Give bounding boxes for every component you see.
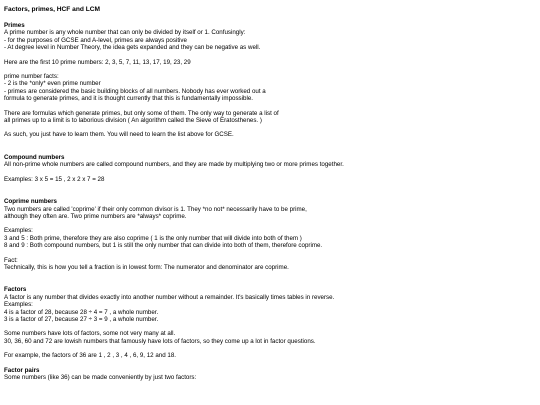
primes-fact-line: - primes are considered the basic building blocks of all numbers. Nobody has ever worked out a [4, 87, 266, 95]
factor-pairs-heading: Factor pairs [4, 366, 40, 374]
factors-text-line: 3 is a factor of 27, because 27 ÷ 3 = 9 , a whole number. [4, 315, 159, 323]
factors-text-line: A factor is any number that divides exactly into another number without a remainder. It's basically times tables in reverse. [4, 293, 335, 301]
factors-lots-line: 30, 36, 60 and 72 are lowish numbers that famously have lots of factors, so they come up a lot in factor questions. [4, 337, 316, 345]
factors-text-line: Examples: [4, 301, 33, 309]
section-coprime [4, 198, 540, 271]
primes-heading: Primes [4, 22, 25, 29]
coprime-example-line: 3 and 5 : Both prime, therefore they are also coprime ( 1 is the only number that will divide into both of them ) [4, 234, 302, 242]
section-compound [4, 154, 540, 183]
primes-fact-line: formula to generate primes, and it is thought currently that this is fundamentally impossible. [4, 95, 253, 103]
coprime-heading: Coprime numbers [4, 198, 57, 206]
primes-fact-line: - 2 is the *only* even prime number [4, 80, 101, 88]
factors-lots-line: Some numbers have lots of factors, some not very many at all. [4, 330, 176, 338]
factors-text-line: 4 is a factor of 28, because 28 ÷ 4 = 7 , a whole number. [4, 308, 159, 316]
coprime-fact-line: Technically, this is how you tell a fraction is in lowest form: The numerator and denominator are coprime. [4, 263, 289, 271]
primes-learn: As such, you just have to learn them. You will need to learn the list above for GCSE. [4, 131, 234, 139]
compound-examples: Examples: 3 x 5 = 15 , 2 x 2 x 7 = 28 [4, 175, 105, 183]
coprime-fact-line: Fact: [4, 256, 18, 264]
coprime-example-line: 8 and 9 : Both compound numbers, but 1 is still the only number that can divide into both of them, therefore coprime. [4, 242, 323, 250]
factor-pairs-text: Some numbers (like 36) can be made conveniently by just two factors: [4, 374, 197, 381]
primes-formulas-line: all primes up to a limit is to laborious division ( An algorithm called the Sieve of Eratosthenes. ) [4, 117, 262, 125]
coprime-example-line: Examples: [4, 227, 33, 235]
compound-heading: Compound numbers [4, 153, 65, 161]
primes-intro-line: A prime number is any whole number that can only be divided by itself or 1. Confusingly: [4, 29, 246, 37]
primes-intro-line: - At degree level in Number Theory, the idea gets expanded and they can be negative as well. [4, 44, 261, 52]
section-factors [4, 286, 540, 359]
primes-first-ten: Here are the first 10 prime numbers: 2, 3, 5, 7, 11, 13, 17, 19, 23, 29 [4, 58, 191, 66]
coprime-text-line: Two numbers are called 'coprime' if their only common divisor is 1. They *no not* necessarily have to be prime, [4, 205, 307, 213]
coprime-text-line: although they often are. Two prime numbers are *always* coprime. [4, 212, 187, 220]
compound-text: All non-prime whole numbers are called compound numbers, and they are made by multiplying two or more primes together. [4, 161, 344, 169]
primes-intro-line: - for the purposes of GCSE and A-level, primes are always positive [4, 36, 187, 44]
factors-heading: Factors [4, 286, 27, 294]
section-factor-pairs [4, 367, 540, 382]
section-primes [4, 22, 540, 139]
primes-fact-line: prime number facts: [4, 73, 59, 81]
primes-formulas-line: There are formulas which generate primes, but only some of them. The only way to generate a list of [4, 109, 279, 117]
page-title: Factors, primes, HCF and LCM [4, 6, 100, 13]
factors-example-36: For example, the factors of 36 are 1 , 2 , 3 , 4 , 6, 9, 12 and 18. [4, 352, 176, 360]
